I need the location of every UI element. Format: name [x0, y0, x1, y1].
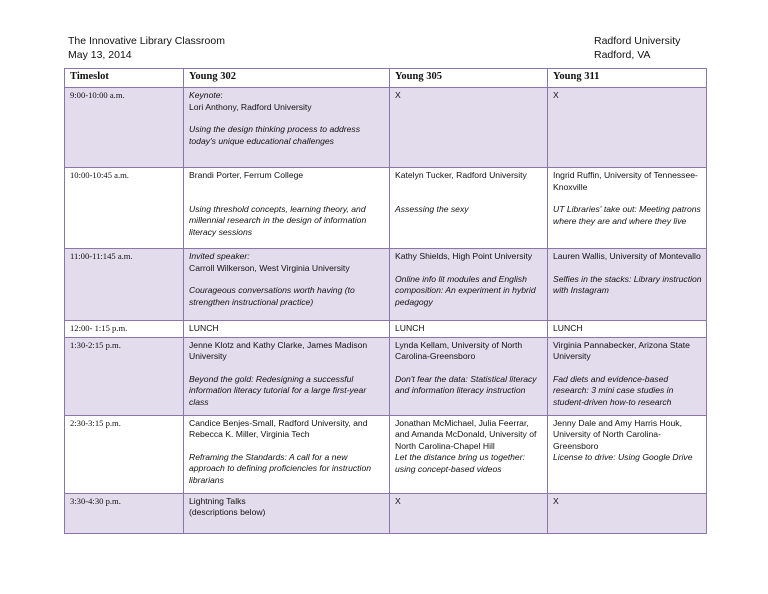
session-title: Assessing the sexy	[395, 203, 469, 214]
session-cell: X	[548, 88, 707, 168]
session-title: Online info lit modules and English composition: An experiment in hybrid pedagogy	[395, 273, 536, 307]
session-cell	[390, 337, 548, 415]
session-title: UT Libraries' take out: Meeting patrons where they are and where they live	[553, 204, 701, 226]
session-title: Using threshold concepts, learning theory, and millennial research in the design of information literacy sessions	[189, 203, 367, 237]
session-presenter: Jenny Dale and Amy Harris Houk, University of North Carolina-Greensboro	[553, 417, 682, 451]
timeslot-cell: 12:00- 1:15 p.m.	[65, 321, 184, 338]
session-title: Don't fear the data: Statistical literacy and information literacy instruction	[395, 373, 537, 396]
host-organization: Radford University	[594, 35, 681, 47]
session-presenter: Brandi Porter, Ferrum College	[189, 170, 304, 180]
session-cell	[184, 88, 390, 168]
session-cell	[184, 493, 390, 533]
conference-date: May 13, 2014	[68, 49, 132, 61]
session-presenter: Kathy Shields, High Point University	[395, 251, 533, 261]
table-row	[65, 415, 707, 493]
session-title: Let the distance bring us together: using concept-based videos	[395, 452, 525, 474]
session-cell	[548, 168, 707, 249]
session-note: (descriptions below)	[189, 507, 266, 518]
timeslot-cell: 1:30-2:15 p.m.	[65, 337, 184, 415]
session-presenter: Ingrid Ruffin, University of Tennessee-Knoxville	[553, 170, 698, 192]
column-header-young-305: Young 305	[390, 69, 548, 88]
session-cell: X	[548, 493, 707, 533]
table-row	[65, 168, 707, 249]
session-cell	[548, 337, 707, 415]
table-row	[65, 249, 707, 321]
session-cell	[548, 415, 707, 493]
session-cell	[184, 415, 390, 493]
schedule-table	[64, 68, 707, 534]
session-title: Beyond the gold: Redesigning a successful information literacy tutorial for a large first-year class	[189, 373, 367, 407]
session-presenter: Candice Benjes-Small, Radford University, and Rebecca K. Miller, Virginia Tech	[189, 417, 368, 440]
timeslot-cell: 9:00-10:00 a.m.	[65, 88, 184, 168]
host-location: Radford, VA	[594, 49, 651, 61]
session-title: Courageous conversations worth having (to strengthen instructional practice)	[189, 285, 355, 307]
session-cell: LUNCH	[390, 321, 548, 338]
session-presenter: Jenne Klotz and Kathy Clarke, James Madison University	[189, 339, 368, 362]
session-cell	[390, 168, 548, 249]
session-cell	[548, 249, 707, 321]
session-title: Reframing the Standards: A call for a new approach to defining proficiencies for instruction librarians	[189, 451, 372, 485]
document-header-right	[594, 34, 680, 62]
table-header-row	[65, 69, 707, 88]
session-title: Using the design thinking process to address today's unique educational challenges	[189, 124, 361, 146]
session-cell	[184, 249, 390, 321]
column-header-timeslot: Timeslot	[65, 69, 184, 88]
table-row	[65, 88, 707, 168]
conference-title: The Innovative Library Classroom	[68, 35, 225, 47]
table-row	[65, 337, 707, 415]
session-cell	[184, 168, 390, 249]
session-cell: X	[390, 493, 548, 533]
session-presenter: Carroll Wilkerson, West Virginia University	[189, 262, 350, 273]
table-row	[65, 493, 707, 533]
session-presenter: Jonathan McMichael, Julia Feerrar, and Amanda McDonald, University of North Carolina-Chapel Hill	[395, 417, 537, 451]
timeslot-cell: 3:30-4:30 p.m.	[65, 493, 184, 533]
column-header-young-311: Young 311	[548, 69, 707, 88]
session-label: Keynote:	[189, 90, 223, 100]
session-cell	[390, 415, 548, 493]
timeslot-cell: 2:30-3:15 p.m.	[65, 415, 184, 493]
session-cell	[390, 249, 548, 321]
table-row	[65, 321, 707, 338]
session-presenter: Lynda Kellam, University of North Carolina-Greensboro	[395, 339, 523, 362]
session-title: License to drive: Using Google Drive	[553, 452, 693, 463]
timeslot-cell: 10:00-10:45 a.m.	[65, 168, 184, 249]
session-cell: LUNCH	[184, 321, 390, 338]
session-presenter: Katelyn Tucker, Radford University	[395, 170, 527, 180]
session-title: Fad diets and evidence-based research: 3 mini case studies in student-driven how-to research	[553, 373, 674, 407]
session-presenter: Virginia Pannabecker, Arizona State University	[553, 339, 690, 362]
session-label: Invited speaker:	[189, 251, 250, 261]
session-presenter: Lori Anthony, Radford University	[189, 101, 312, 112]
session-presenter: Lauren Wallis, University of Montevallo	[553, 251, 701, 261]
session-title: Lightning Talks	[189, 495, 246, 506]
timeslot-cell: 11:00-11:145 a.m.	[65, 249, 184, 321]
session-title: Selfies in the stacks: Library instruction with Instagram	[553, 273, 702, 296]
column-header-young-302: Young 302	[184, 69, 390, 88]
session-cell: X	[390, 88, 548, 168]
session-cell: LUNCH	[548, 321, 707, 338]
session-cell	[184, 337, 390, 415]
document-header-left	[68, 34, 225, 62]
